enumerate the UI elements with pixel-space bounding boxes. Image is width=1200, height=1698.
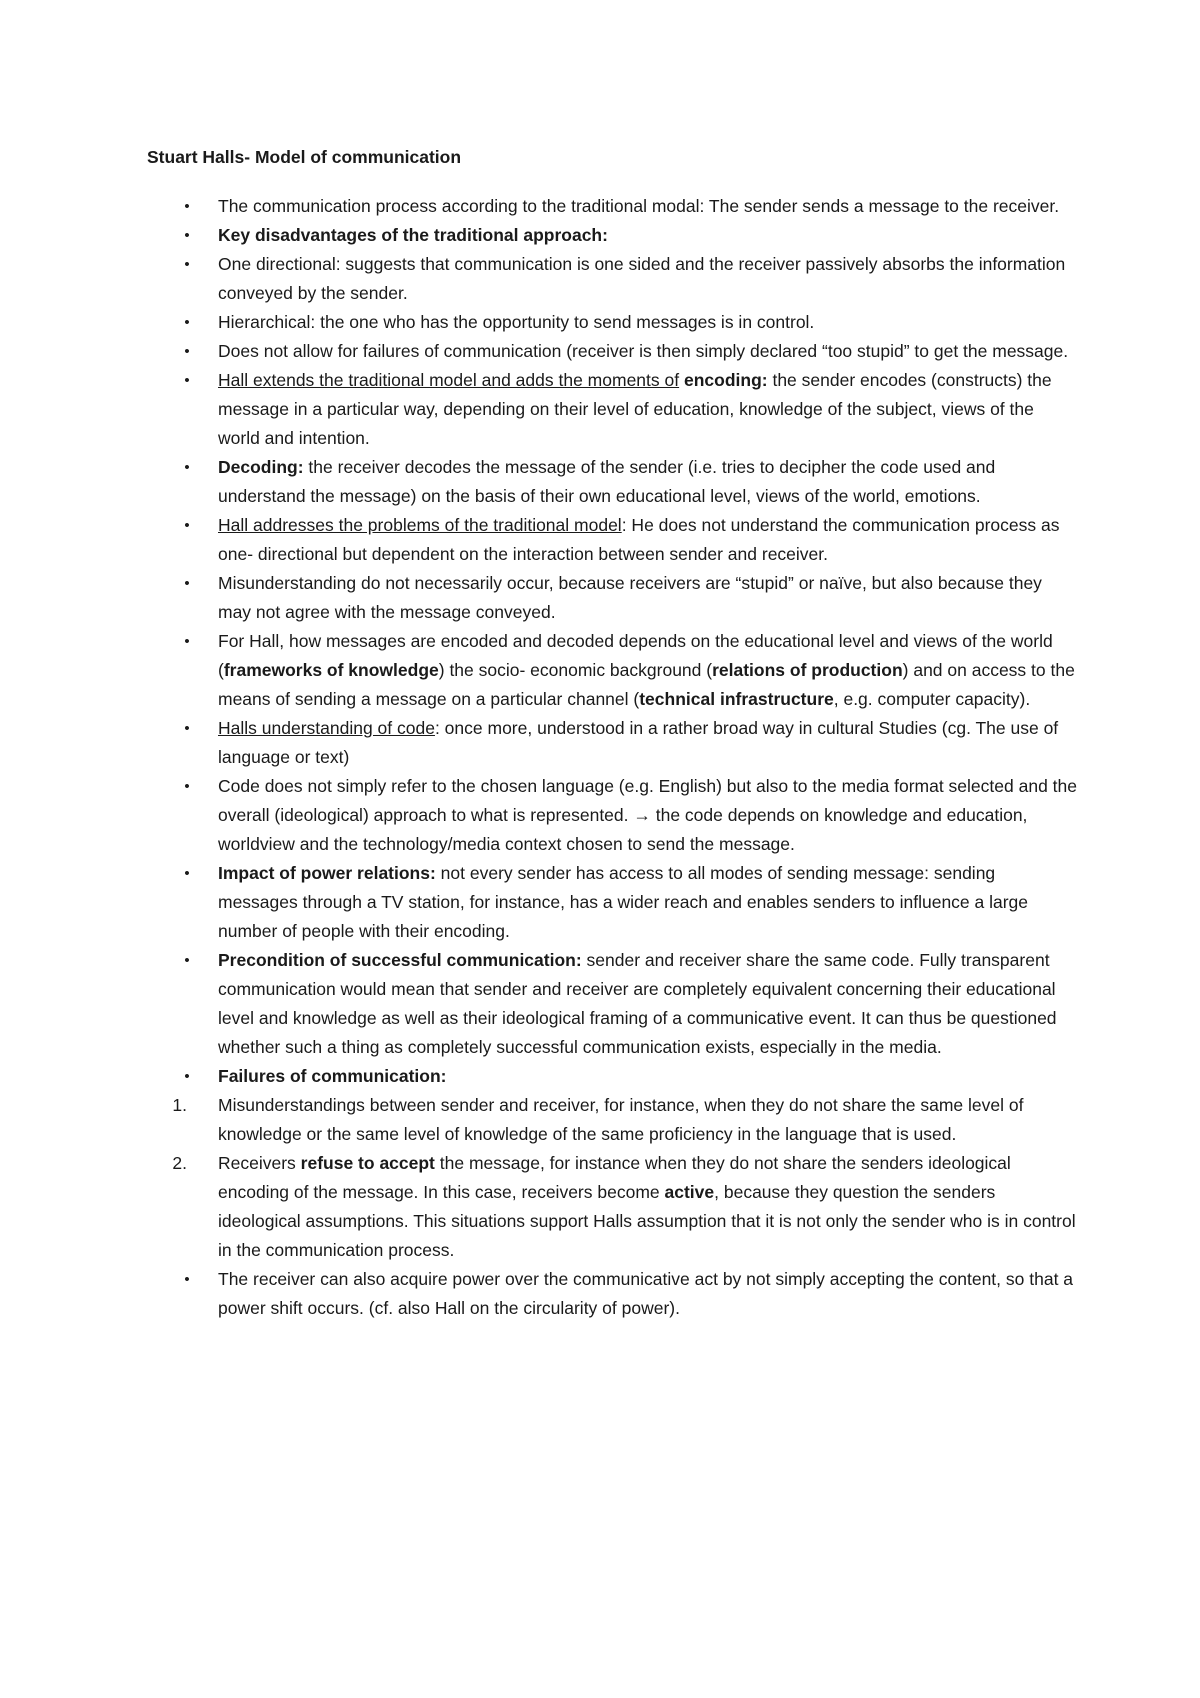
list-item-text bbox=[218, 631, 1075, 709]
bold-text: active bbox=[664, 1182, 715, 1202]
text-segment: The receiver can also acquire power over the communicative act by not simply accepting the content, so that a power shift occurs. (cf. also Hall on the circularity of power). bbox=[218, 1269, 1074, 1318]
list-item-text bbox=[218, 1066, 447, 1086]
list-item bbox=[147, 192, 1077, 221]
list-item bbox=[147, 1062, 1077, 1091]
bold-text: Precondition of successful communication: bbox=[218, 950, 582, 970]
list-item bbox=[147, 453, 1077, 511]
text-segment: One directional: suggests that communication is one sided and the receiver passively absorbs the information conveyed by the sender. bbox=[218, 254, 1066, 303]
list-item-text bbox=[218, 1269, 1073, 1318]
list-item-text bbox=[218, 573, 1042, 622]
bullet-marker: • bbox=[184, 343, 190, 360]
list-item bbox=[147, 772, 1077, 859]
list-item-text bbox=[218, 950, 1057, 1057]
bullet-marker: • bbox=[184, 865, 190, 882]
bullet-list bbox=[147, 192, 1077, 1323]
text-segment: : once more, understood in a rather broad way in cultural Studies (cg. The use of language or text) bbox=[218, 718, 1059, 767]
bullet-marker: • bbox=[184, 314, 190, 331]
bold-text: refuse to accept bbox=[300, 1153, 435, 1173]
text-segment: the receiver decodes the message of the sender (i.e. tries to decipher the code used and understand the message) on the basis of their own educational level, views of the world, emotions. bbox=[218, 457, 996, 506]
text-segment: Receivers bbox=[218, 1153, 301, 1173]
bullet-marker: • bbox=[184, 372, 190, 389]
list-item-text bbox=[218, 718, 1058, 767]
list-item-text bbox=[218, 370, 1052, 448]
list-item bbox=[147, 627, 1077, 714]
bold-text: encoding: bbox=[683, 370, 768, 390]
list-item-text bbox=[218, 225, 608, 245]
bullet-marker: • bbox=[184, 256, 190, 273]
list-item bbox=[147, 1265, 1077, 1323]
bullet-marker: • bbox=[184, 198, 190, 215]
bullet-marker: • bbox=[184, 720, 190, 737]
text-segment: Code does not simply refer to the chosen language (e.g. English) but also to the media format selected and the overall (ideological) approach to what is represented. → the code depends on knowledge and education, worldview and the technology/media context chosen to send the message. bbox=[218, 776, 1077, 854]
bullet-marker: • bbox=[184, 459, 190, 476]
bullet-marker: • bbox=[184, 952, 190, 969]
text-segment: not every sender has access to all modes of sending message: sending messages through a TV station, for instance, has a wider reach and enables senders to influence a large number of people with their encoding. bbox=[218, 863, 1029, 941]
bullet-marker: • bbox=[184, 633, 190, 650]
list-item bbox=[147, 511, 1077, 569]
list-number: 1. bbox=[172, 1095, 187, 1115]
bullet-marker: • bbox=[184, 517, 190, 534]
list-item-text bbox=[218, 254, 1065, 303]
list-item bbox=[147, 366, 1077, 453]
bold-text: frameworks of knowledge bbox=[223, 660, 439, 680]
text-segment: : He does not understand the communication process as one- directional but dependent on the interaction between sender and receiver. bbox=[218, 515, 1060, 564]
text-segment: , e.g. computer capacity). bbox=[833, 689, 1031, 709]
text-segment: , because they question the senders ideological assumptions. This situations support Halls assumption that it is not only the sender who is in control in the communication process. bbox=[218, 1182, 1076, 1260]
underlined-text: Halls understanding of code bbox=[218, 718, 435, 738]
document-title: Stuart Halls- Model of communication bbox=[147, 147, 462, 167]
list-item bbox=[147, 569, 1077, 627]
bold-text: relations of production bbox=[712, 660, 903, 680]
list-item bbox=[147, 859, 1077, 946]
bold-text: Failures of communication: bbox=[218, 1066, 447, 1086]
text-segment: Misunderstandings between sender and receiver, for instance, when they do not share the same level of knowledge or the same level of knowledge of the same proficiency in the language that is used. bbox=[218, 1095, 1024, 1144]
list-item-text bbox=[218, 1095, 1023, 1144]
text-segment: Does not allow for failures of communication (receiver is then simply declared “too stupid” to get the message. bbox=[218, 341, 1069, 361]
list-item bbox=[147, 946, 1077, 1062]
list-item-text bbox=[218, 515, 1059, 564]
text-segment: sender and receiver share the same code. Fully transparent communication would mean that sender and receiver are completely equivalent concerning their educational level and knowledge as well as their ideological framing of a communicative event. It can thus be questioned whether such a thing as completely successful communication exists, especially in the media. bbox=[218, 950, 1057, 1057]
text-segment: Hierarchical: the one who has the opportunity to send messages is in control. bbox=[218, 312, 815, 332]
bold-text: Key disadvantages of the traditional approach: bbox=[218, 225, 608, 245]
list-item bbox=[147, 221, 1077, 250]
list-item-text bbox=[218, 341, 1068, 361]
text-segment: ) the socio- economic background ( bbox=[438, 660, 713, 680]
bullet-marker: • bbox=[184, 1271, 190, 1288]
bold-text: technical infrastructure bbox=[639, 689, 834, 709]
list-item bbox=[147, 308, 1077, 337]
numbered-list-item bbox=[147, 1091, 1077, 1149]
list-item bbox=[147, 714, 1077, 772]
bold-text: Impact of power relations: bbox=[218, 863, 436, 883]
text-segment: The communication process according to the traditional modal: The sender sends a message to the receiver. bbox=[218, 196, 1060, 216]
text-segment: the sender encodes (constructs) the message in a particular way, depending on their level of education, knowledge of the subject, views of the world and intention. bbox=[218, 370, 1052, 448]
list-item-text bbox=[218, 457, 995, 506]
text-segment: For Hall, how messages are encoded and decoded depends on the educational level and views of the world ( bbox=[218, 631, 1053, 680]
list-item-text bbox=[218, 776, 1077, 854]
bullet-marker: • bbox=[184, 575, 190, 592]
underlined-text: Hall extends the traditional model and adds the moments of bbox=[218, 370, 680, 390]
list-item-text bbox=[218, 863, 1028, 941]
underlined-text: Hall addresses the problems of the traditional model bbox=[218, 515, 622, 535]
list-item bbox=[147, 337, 1077, 366]
bold-text: Decoding: bbox=[218, 457, 304, 477]
list-item-text bbox=[218, 196, 1059, 216]
list-item-text bbox=[218, 1153, 1076, 1260]
list-item bbox=[147, 250, 1077, 308]
text-segment: the message, for instance when they do not share the senders ideological encoding of the message. In this case, receivers become bbox=[218, 1153, 1011, 1202]
numbered-list-item bbox=[147, 1149, 1077, 1265]
text-segment: Misunderstanding do not necessarily occur, because receivers are “stupid” or naïve, but also because they may not agree with the message conveyed. bbox=[218, 573, 1042, 622]
bullet-marker: • bbox=[184, 778, 190, 795]
list-number: 2. bbox=[172, 1153, 187, 1173]
list-item-text bbox=[218, 312, 814, 332]
bullet-marker: • bbox=[184, 227, 190, 244]
text-segment: ) and on access to the means of sending a message on a particular channel ( bbox=[218, 660, 1075, 709]
bullet-marker: • bbox=[184, 1068, 190, 1085]
